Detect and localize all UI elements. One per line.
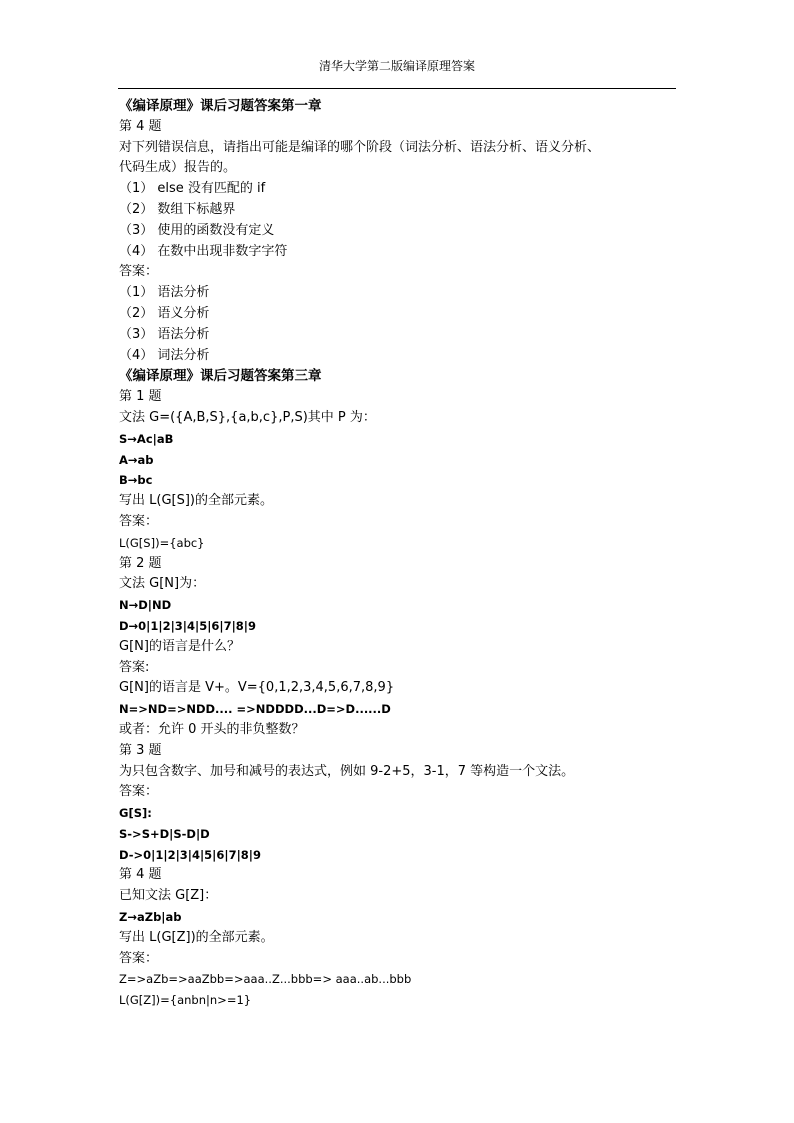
text-line: 第 4 题 xyxy=(119,118,162,134)
text-line: B→bc xyxy=(119,473,153,488)
text-line: D->0|1|2|3|4|5|6|7|8|9 xyxy=(119,847,261,862)
text-line: L(G[S])={abc} xyxy=(119,535,205,550)
text-line: 文法 G=({A,B,S},{a,b,c},P,S)其中 P 为： xyxy=(119,409,376,425)
text-line: 答案： xyxy=(119,513,159,529)
text-line: 答案： xyxy=(119,784,159,800)
document-body xyxy=(119,96,679,1011)
text-line: （3） 语法分析 xyxy=(119,326,210,342)
text-line: S->S+D|S-D|D xyxy=(119,826,210,841)
text-line: 答案： xyxy=(119,264,159,280)
text-line: 写出 L(G[Z])的全部元素。 xyxy=(119,929,274,945)
text-line: 第 2 题 xyxy=(119,555,162,571)
header-divider xyxy=(118,88,676,89)
text-line: 代码生成）报告的。 xyxy=(119,160,237,176)
text-line: Z→aZb|ab xyxy=(119,910,182,925)
text-line: L(G[Z])={anbn|n>=1} xyxy=(119,993,252,1008)
text-line: （1） 语法分析 xyxy=(119,285,210,301)
text-line: 为只包含数字、加号和减号的表达式，例如 9-2+5，3-1，7 等构造一个文法。 xyxy=(119,763,575,779)
text-line: （4） 词法分析 xyxy=(119,347,210,363)
text-line: G[N]的语言是 V+。V={0,1,2,3,4,5,6,7,8,9} xyxy=(119,680,395,696)
text-line: D→0|1|2|3|4|5|6|7|8|9 xyxy=(119,618,257,633)
text-line: （1） else 没有匹配的 if xyxy=(119,181,266,197)
text-line: G[N]的语言是什么？ xyxy=(119,638,240,654)
text-line: A→ab xyxy=(119,452,154,467)
text-line: S→Ac|aB xyxy=(119,431,174,446)
text-line: 对下列错误信息，请指出可能是编译的哪个阶段（词法分析、语法分析、语义分析、 xyxy=(119,139,601,155)
section-heading: 《编译原理》课后习题答案第一章 xyxy=(119,98,322,114)
text-line: Z=>aZb=>aaZbb=>aaa..Z...bbb=> aaa..ab...bbb xyxy=(119,972,412,987)
text-line: 第 3 题 xyxy=(119,742,162,758)
text-line: 答案： xyxy=(119,950,159,966)
text-line: 第 1 题 xyxy=(119,389,162,405)
text-line: 写出 L(G[S])的全部元素。 xyxy=(119,493,273,509)
text-line: 或者：允许 0 开头的非负整数？ xyxy=(119,721,305,737)
text-line: （2） 数组下标越界 xyxy=(119,201,236,217)
text-line: 文法 G[N]为： xyxy=(119,576,206,592)
text-line: N=>ND=>NDD.... =>NDDDD...D=>D......D xyxy=(119,702,391,717)
page-header-title: 清华大学第二版编译原理答案 xyxy=(318,59,475,73)
text-line: G[S]: xyxy=(119,806,152,821)
section-heading: 《编译原理》课后习题答案第三章 xyxy=(119,368,322,385)
text-line: （3） 使用的函数没有定义 xyxy=(119,222,275,238)
text-line: （2） 语义分析 xyxy=(119,305,210,321)
text-line: （4） 在数中出现非数字字符 xyxy=(119,243,288,259)
text-line: N→D|ND xyxy=(119,598,172,613)
text-line: 已知文法 G[Z]： xyxy=(119,888,218,904)
text-line: 答案: xyxy=(119,659,150,675)
text-line: 第 4 题 xyxy=(119,867,162,883)
